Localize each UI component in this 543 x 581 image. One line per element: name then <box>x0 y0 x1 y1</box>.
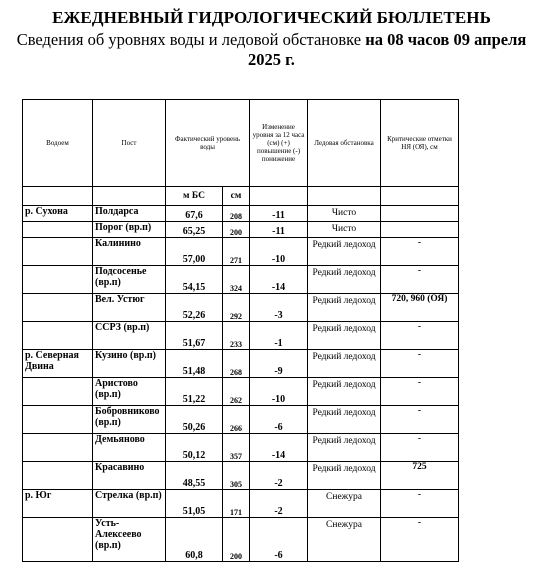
unit-empty <box>93 187 166 206</box>
col-header-crit: Критические отметки НЯ (ОЯ), см <box>381 100 459 187</box>
change-cell: -9 <box>250 350 308 378</box>
river-cell <box>23 406 93 434</box>
ice-cell: Снежура <box>308 490 381 518</box>
crit-cell: - <box>381 490 459 518</box>
ice-cell: Чисто <box>308 206 381 222</box>
level-mbs-cell: 52,26 <box>166 294 223 322</box>
level-cm-cell: 200 <box>223 222 250 238</box>
level-mbs-cell: 48,55 <box>166 462 223 490</box>
change-cell: -11 <box>250 222 308 238</box>
change-cell: -10 <box>250 238 308 266</box>
change-cell: -3 <box>250 294 308 322</box>
bulletin-subtitle <box>0 30 543 70</box>
table-row <box>23 294 459 322</box>
river-cell <box>23 294 93 322</box>
post-cell: Вел. Устюг <box>93 294 166 322</box>
level-mbs-cell: 51,05 <box>166 490 223 518</box>
level-cm-cell: 208 <box>223 206 250 222</box>
ice-cell: Редкий ледоход <box>308 266 381 294</box>
unit-row <box>23 187 459 206</box>
post-cell: Калинино <box>93 238 166 266</box>
subtitle-date: на 08 часов 09 апреля 2025 г. <box>248 30 527 69</box>
ice-cell: Редкий ледоход <box>308 406 381 434</box>
level-mbs-cell: 54,15 <box>166 266 223 294</box>
table-row <box>23 462 459 490</box>
level-cm-cell: 233 <box>223 322 250 350</box>
ice-cell: Редкий ледоход <box>308 294 381 322</box>
post-cell: Демьяново <box>93 434 166 462</box>
change-cell: -11 <box>250 206 308 222</box>
table-row <box>23 518 459 562</box>
header-row <box>23 100 459 187</box>
post-cell: Кузино (вр.п) <box>93 350 166 378</box>
table-row <box>23 378 459 406</box>
change-cell: -14 <box>250 434 308 462</box>
table-row <box>23 434 459 462</box>
table-row <box>23 206 459 222</box>
crit-cell: - <box>381 434 459 462</box>
table-row <box>23 322 459 350</box>
unit-empty <box>308 187 381 206</box>
table-row <box>23 266 459 294</box>
river-cell <box>23 266 93 294</box>
level-mbs-cell: 67,6 <box>166 206 223 222</box>
level-cm-cell: 268 <box>223 350 250 378</box>
ice-cell: Редкий ледоход <box>308 238 381 266</box>
change-cell: -14 <box>250 266 308 294</box>
post-cell: Бобровниково (вр.п) <box>93 406 166 434</box>
unit-empty <box>250 187 308 206</box>
col-header-post: Пост <box>93 100 166 187</box>
level-mbs-cell: 60,8 <box>166 518 223 562</box>
crit-cell: - <box>381 406 459 434</box>
change-cell: -6 <box>250 406 308 434</box>
level-cm-cell: 305 <box>223 462 250 490</box>
unit-cm: см <box>223 187 250 206</box>
river-cell: р. Северная Двина <box>23 350 93 378</box>
table-row <box>23 406 459 434</box>
river-cell: р. Юг <box>23 490 93 518</box>
level-cm-cell: 324 <box>223 266 250 294</box>
river-cell <box>23 222 93 238</box>
post-cell: Полдарса <box>93 206 166 222</box>
change-cell: -2 <box>250 490 308 518</box>
ice-cell: Редкий ледоход <box>308 322 381 350</box>
crit-cell <box>381 222 459 238</box>
table-row <box>23 238 459 266</box>
col-header-level: Фактический уровень воды <box>166 100 250 187</box>
table-row <box>23 490 459 518</box>
unit-empty <box>23 187 93 206</box>
post-cell: ССРЗ (вр.п) <box>93 322 166 350</box>
ice-cell: Чисто <box>308 222 381 238</box>
post-cell: Аристово (вр.п) <box>93 378 166 406</box>
river-cell <box>23 322 93 350</box>
ice-cell: Редкий ледоход <box>308 462 381 490</box>
change-cell: -2 <box>250 462 308 490</box>
post-cell: Стрелка (вр.п) <box>93 490 166 518</box>
level-cm-cell: 266 <box>223 406 250 434</box>
level-mbs-cell: 50,26 <box>166 406 223 434</box>
ice-cell: Редкий ледоход <box>308 434 381 462</box>
crit-cell: - <box>381 238 459 266</box>
level-mbs-cell: 50,12 <box>166 434 223 462</box>
crit-cell: - <box>381 518 459 562</box>
col-header-river: Водоем <box>23 100 93 187</box>
change-cell: -1 <box>250 322 308 350</box>
subtitle-normal: Сведения об уровнях воды и ледовой обстановке <box>16 30 366 49</box>
table-row <box>23 350 459 378</box>
unit-mbs: м БС <box>166 187 223 206</box>
level-cm-cell: 171 <box>223 490 250 518</box>
level-cm-cell: 357 <box>223 434 250 462</box>
table-row <box>23 222 459 238</box>
river-cell <box>23 238 93 266</box>
post-cell: Порог (вр.п) <box>93 222 166 238</box>
crit-cell: - <box>381 350 459 378</box>
ice-cell: Редкий ледоход <box>308 378 381 406</box>
crit-cell: 725 <box>381 462 459 490</box>
post-cell: Усть-Алексеево (вр.п) <box>93 518 166 562</box>
river-cell <box>23 378 93 406</box>
river-cell <box>23 434 93 462</box>
level-cm-cell: 262 <box>223 378 250 406</box>
river-cell: р. Сухона <box>23 206 93 222</box>
level-mbs-cell: 57,00 <box>166 238 223 266</box>
change-cell: -6 <box>250 518 308 562</box>
col-header-change: Изменение уровня за 12 часа (см) (+) повышение (-) понижение <box>250 100 308 187</box>
post-cell: Подсосенье (вр.п) <box>93 266 166 294</box>
hydro-table <box>22 99 459 562</box>
river-cell <box>23 518 93 562</box>
unit-empty <box>381 187 459 206</box>
level-cm-cell: 292 <box>223 294 250 322</box>
crit-cell: - <box>381 378 459 406</box>
ice-cell: Редкий ледоход <box>308 350 381 378</box>
crit-cell: 720, 960 (ОЯ) <box>381 294 459 322</box>
level-mbs-cell: 51,22 <box>166 378 223 406</box>
bulletin-title: ЕЖЕДНЕВНЫЙ ГИДРОЛОГИЧЕСКИЙ БЮЛЛЕТЕНЬ <box>52 8 491 27</box>
level-mbs-cell: 65,25 <box>166 222 223 238</box>
table-body <box>23 206 459 562</box>
crit-cell: - <box>381 322 459 350</box>
ice-cell: Снежура <box>308 518 381 562</box>
level-cm-cell: 200 <box>223 518 250 562</box>
change-cell: -10 <box>250 378 308 406</box>
col-header-ice: Ледовая обстановка <box>308 100 381 187</box>
crit-cell: - <box>381 266 459 294</box>
level-mbs-cell: 51,48 <box>166 350 223 378</box>
river-cell <box>23 462 93 490</box>
level-cm-cell: 271 <box>223 238 250 266</box>
level-mbs-cell: 51,67 <box>166 322 223 350</box>
post-cell: Красавино <box>93 462 166 490</box>
crit-cell <box>381 206 459 222</box>
